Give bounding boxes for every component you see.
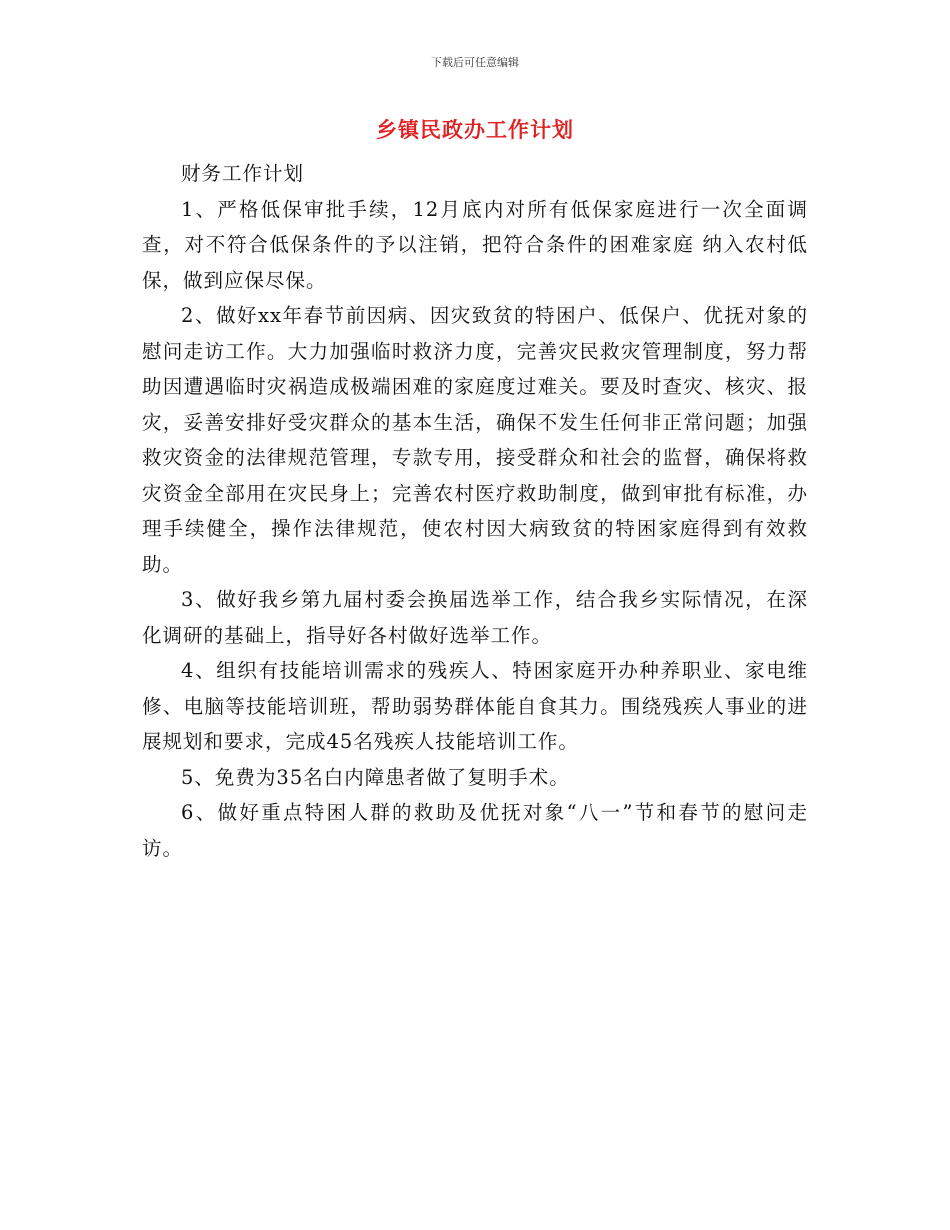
document-body [142,156,808,866]
document-title: 乡镇民政办工作计划 [376,118,574,142]
paragraph-2: 2、做好xx年春节前因病、因灾致贫的特困户、低保户、优抚对象的慰问走访工作。大力加强临时救济力度，完善灾民救灾管理制度，努力帮助因遭遇临时灾祸造成极端困难的家庭度过难关。要及时查灾、核灾、报灾，妥善安排好受灾群众的基本生活，确保不发生任何非正常问题；加强救灾资金的法律规范管理，专款专用，接受群众和社会的监督，确保将救灾资金全部用在灾民身上；完善农村医疗救助制度，做到审批有标准，办理手续健全，操作法律规范，使农村因大病致贫的特困家庭得到有效救助。 [142,304,808,576]
paragraph-1: 1、严格低保审批手续，12月底内对所有低保家庭进行一次全面调查，对不符合低保条件的予以注销，把符合条件的困难家庭 纳入农村低保，做到应保尽保。 [142,197,808,292]
paragraph-4: 4、组织有技能培训需求的残疾人、特困家庭开办种养职业、家电维修、电脑等技能培训班，帮助弱势群体能自食其力。围绕残疾人事业的进展规划和要求，完成45名残疾人技能培训工作。 [142,659,808,753]
header-note: 下载后可任意编辑 [431,56,519,69]
section-heading: 财务工作计划 [181,162,305,185]
paragraph-5: 5、免费为35名白内障患者做了复明手术。 [181,765,570,789]
paragraph-6: 6、做好重点特困人群的救助及优抚对象“八一”节和春节的慰问走访。 [142,801,808,860]
paragraph-3: 3、做好我乡第九届村委会换届选举工作，结合我乡实际情况，在深化调研的基础上，指导好各村做好选举工作。 [142,588,808,647]
